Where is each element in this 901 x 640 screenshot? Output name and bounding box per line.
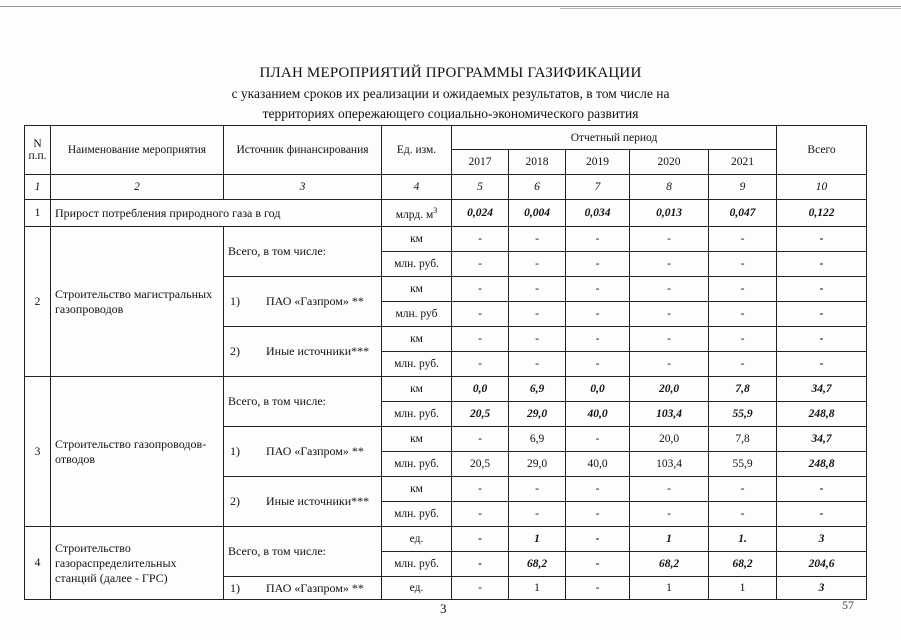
value-cell: 6,9 (509, 427, 566, 452)
row-name: Прирост потребления природного газа в год (51, 200, 382, 227)
value-cell: - (509, 477, 566, 502)
value-cell: 55,9 (709, 452, 777, 477)
row-unit: млн. руб. (382, 402, 452, 427)
row-num: 2 (25, 227, 51, 377)
row-unit: млрд. $м^3$ (382, 200, 452, 227)
value-cell: 7,8 (709, 377, 777, 402)
value-cell: 248,8 (777, 452, 867, 477)
column-number: 6 (509, 175, 566, 200)
table-row (25, 527, 867, 552)
row-unit: км (382, 327, 452, 352)
value-cell: - (509, 252, 566, 277)
value-cell: - (566, 527, 630, 552)
value-cell: - (452, 477, 509, 502)
value-cell: 40,0 (566, 402, 630, 427)
value-cell: - (709, 352, 777, 377)
value-cell: 1 (709, 577, 777, 600)
gasification-plan-table (24, 125, 867, 600)
row-num: 3 (25, 377, 51, 527)
value-cell: - (566, 352, 630, 377)
value-cell: 1. (709, 527, 777, 552)
value-cell: 20,0 (630, 427, 709, 452)
value-cell: - (630, 327, 709, 352)
value-cell: - (566, 477, 630, 502)
value-cell: 1 (630, 577, 709, 600)
value-cell: - (452, 252, 509, 277)
value-cell: - (509, 277, 566, 302)
value-cell: 29,0 (509, 452, 566, 477)
value-cell: - (452, 527, 509, 552)
value-cell: 248,8 (777, 402, 867, 427)
value-cell: - (566, 327, 630, 352)
row-unit: млн. руб. (382, 352, 452, 377)
value-cell: - (709, 227, 777, 252)
value-cell: 3 (777, 527, 867, 552)
value-cell: 0,047 (709, 200, 777, 227)
source-gazprom: 1) ПАО «Газпром» ** (224, 577, 382, 600)
document-subtitle-1: с указанием сроков их реализации и ожидаемых результатов, в том числе на (231, 86, 670, 101)
value-cell: - (452, 277, 509, 302)
value-cell: 40,0 (566, 452, 630, 477)
value-cell: 34,7 (777, 377, 867, 402)
value-cell: - (566, 427, 630, 452)
source-other: 2) Иные источники*** (224, 477, 382, 527)
source-other: 2) Иные источники*** (224, 327, 382, 377)
value-cell: - (777, 227, 867, 252)
row-unit: км (382, 427, 452, 452)
value-cell: 0,0 (452, 377, 509, 402)
top-rule-2 (560, 8, 901, 9)
row-unit: км (382, 477, 452, 502)
value-cell: - (509, 302, 566, 327)
row-unit: ед. (382, 527, 452, 552)
header-period: Отчетный период (452, 126, 777, 150)
value-cell: 20,5 (452, 402, 509, 427)
header-year: 2017 (452, 150, 509, 175)
source-total: Всего, в том числе: (224, 527, 382, 577)
value-cell: 29,0 (509, 402, 566, 427)
column-number: 3 (224, 175, 382, 200)
value-cell: 20,0 (630, 377, 709, 402)
value-cell: - (777, 502, 867, 527)
value-cell: 68,2 (630, 552, 709, 577)
column-number: 1 (25, 175, 51, 200)
source-gazprom: 1) ПАО «Газпром» ** (224, 277, 382, 327)
value-cell: - (777, 477, 867, 502)
value-cell: - (509, 327, 566, 352)
value-cell: - (452, 227, 509, 252)
table-row (25, 227, 867, 252)
value-cell: - (709, 502, 777, 527)
value-cell: - (509, 227, 566, 252)
header-num: N п.п. (25, 126, 51, 175)
value-cell: - (630, 502, 709, 527)
value-cell: 1 (509, 527, 566, 552)
row-name: Строительство магистральных газопроводов (51, 227, 224, 377)
value-cell: - (777, 252, 867, 277)
value-cell: - (709, 252, 777, 277)
row-unit: ед. (382, 577, 452, 600)
value-cell: 68,2 (509, 552, 566, 577)
value-cell: - (452, 502, 509, 527)
document-title: ПЛАН МЕРОПРИЯТИЙ ПРОГРАММЫ ГАЗИФИКАЦИИ (259, 65, 642, 81)
column-number: 7 (566, 175, 630, 200)
value-cell: 204,6 (777, 552, 867, 577)
row-name: Строительство газопроводов-отводов (51, 377, 224, 527)
header-name: Наименование мероприятия (51, 126, 224, 175)
value-cell: - (630, 302, 709, 327)
value-cell: - (566, 502, 630, 527)
value-cell: 0,034 (566, 200, 630, 227)
header-year: 2021 (709, 150, 777, 175)
source-gazprom: 1) ПАО «Газпром» ** (224, 427, 382, 477)
value-cell: 0,024 (452, 200, 509, 227)
row-unit: млн. руб (382, 302, 452, 327)
header-year: 2020 (630, 150, 709, 175)
sheet-number: 57 (842, 598, 854, 612)
header-year: 2018 (509, 150, 566, 175)
value-cell: - (566, 552, 630, 577)
value-cell: 55,9 (709, 402, 777, 427)
value-cell: - (709, 327, 777, 352)
value-cell: - (509, 352, 566, 377)
value-cell: - (777, 277, 867, 302)
value-cell: - (509, 502, 566, 527)
document-subtitle-2: территориях опережающего социально-экономического развития (262, 106, 639, 121)
value-cell: - (777, 302, 867, 327)
value-cell: - (566, 577, 630, 600)
value-cell: 68,2 (709, 552, 777, 577)
row-unit: км (382, 277, 452, 302)
value-cell: - (630, 227, 709, 252)
column-number: 2 (51, 175, 224, 200)
value-cell: 20,5 (452, 452, 509, 477)
top-rule (0, 6, 901, 7)
value-cell: 6,9 (509, 377, 566, 402)
value-cell: - (566, 227, 630, 252)
page-number: 3 (440, 601, 447, 616)
value-cell: - (777, 352, 867, 377)
value-cell: 103,4 (630, 402, 709, 427)
value-cell: - (709, 477, 777, 502)
value-cell: 0,0 (566, 377, 630, 402)
value-cell: - (566, 302, 630, 327)
row-num: 1 (25, 200, 51, 227)
value-cell: - (452, 427, 509, 452)
value-cell: - (452, 327, 509, 352)
value-cell: - (452, 352, 509, 377)
value-cell: - (630, 252, 709, 277)
value-cell: 1 (630, 527, 709, 552)
value-cell: - (630, 352, 709, 377)
value-cell: - (452, 552, 509, 577)
value-cell: - (452, 302, 509, 327)
row-unit: млн. руб. (382, 502, 452, 527)
row-unit: млн. руб. (382, 552, 452, 577)
table-row (25, 200, 867, 227)
value-cell: - (452, 577, 509, 600)
header-unit: Ед. изм. (382, 126, 452, 175)
row-unit: млн. руб. (382, 252, 452, 277)
value-cell: - (566, 252, 630, 277)
value-cell: - (630, 477, 709, 502)
value-cell: - (777, 327, 867, 352)
column-number: 9 (709, 175, 777, 200)
value-cell: 103,4 (630, 452, 709, 477)
row-unit: км (382, 227, 452, 252)
value-cell: 3 (777, 577, 867, 600)
source-total: Всего, в том числе: (224, 377, 382, 427)
header-total: Всего (777, 126, 867, 175)
value-cell: 1 (509, 577, 566, 600)
row-name: Строительство газораспределительных станций (далее - ГРС) (51, 527, 224, 600)
row-num: 4 (25, 527, 51, 600)
value-cell: 0,013 (630, 200, 709, 227)
value-cell: 0,122 (777, 200, 867, 227)
row-unit: млн. руб. (382, 452, 452, 477)
row-unit: км (382, 377, 452, 402)
header-year: 2019 (566, 150, 630, 175)
table-row (25, 377, 867, 402)
value-cell: - (709, 302, 777, 327)
column-number: 5 (452, 175, 509, 200)
value-cell: 7,8 (709, 427, 777, 452)
source-total: Всего, в том числе: (224, 227, 382, 277)
value-cell: 0,004 (509, 200, 566, 227)
column-number: 8 (630, 175, 709, 200)
value-cell: - (630, 277, 709, 302)
column-number: 10 (777, 175, 867, 200)
column-number: 4 (382, 175, 452, 200)
value-cell: 34,7 (777, 427, 867, 452)
value-cell: - (709, 277, 777, 302)
header-source: Источник финансирования (224, 126, 382, 175)
value-cell: - (566, 277, 630, 302)
